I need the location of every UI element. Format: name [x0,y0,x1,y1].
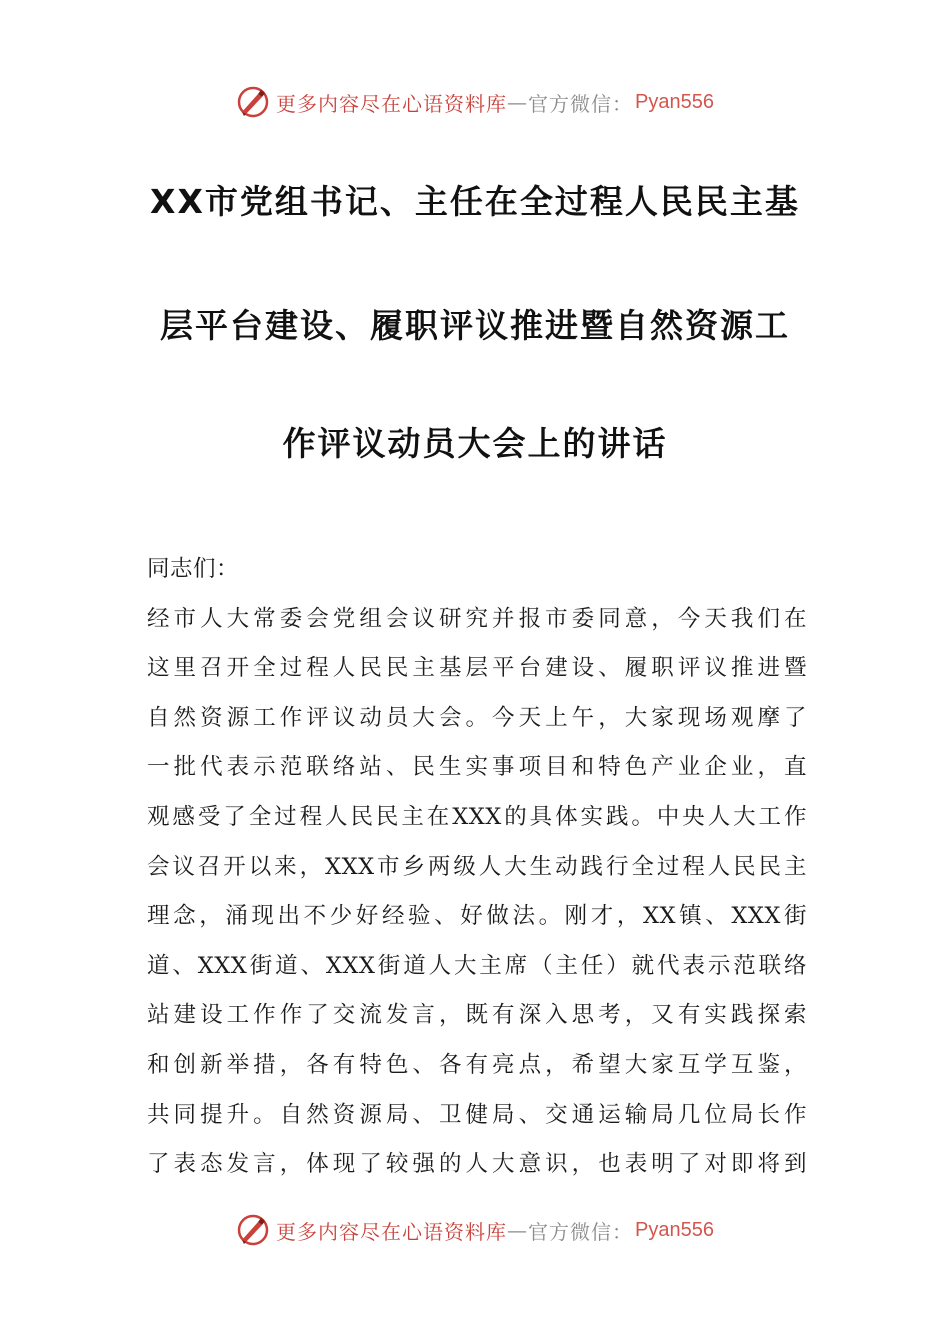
banner-separator: — [507,90,529,114]
body-line: 观感受了全过程人民民主在XXX的具体实践。中央人大工作 [147,803,807,830]
speech-body [147,545,807,1190]
body-line: 理念，涌现出不少好经验、好做法。刚才，XX镇、XXX街 [147,903,807,930]
document-title-line-3: 作评议动员大会上的讲话 [282,424,668,463]
banner-wechat-id: Pyan556 [635,1218,714,1241]
pen-logo-icon [236,85,270,119]
banner-site-text: 更多内容尽在心语资料库 [276,1219,508,1244]
banner-wechat-label: 官方微信： [528,91,634,116]
document-title-line-1: XX市党组书记、主任在全过程人民民主基 [150,182,800,221]
body-line: 一批代表示范联络站、民生实事项目和特色产业企业，直 [147,754,807,781]
body-line: 站建设工作作了交流发言，既有深入思考，又有实践探索 [147,1002,807,1029]
body-line: 道、XXX街道、XXX街道人大主席（主任）就代表示范联络 [147,952,807,979]
body-line: 会议召开以来，XXX市乡两级人大生动践行全过程人民民主 [147,853,807,880]
body-line: 共同提升。自然资源局、卫健局、交通运输局几位局长作 [147,1101,807,1128]
banner-site-text: 更多内容尽在心语资料库 [276,91,508,116]
pen-logo-icon [236,1213,270,1247]
banner-wechat-id: Pyan556 [635,90,714,113]
body-line: 了表态发言，体现了较强的人大意识，也表明了对即将到 [147,1151,807,1178]
salutation: 同志们： [147,556,240,582]
body-line: 和创新举措，各有特色、各有亮点，希望大家互学互鉴， [147,1051,807,1078]
body-line: 经市人大常委会党组会议研究并报市委同意，今天我们在 [147,605,807,632]
body-line: 自然资源工作评议动员大会。今天上午，大家现场观摩了 [147,704,807,731]
banner-wechat-label: 官方微信： [528,1219,634,1244]
document-title-line-2: 层平台建设、履职评议推进暨自然资源工 [160,306,790,345]
footer-banner [0,1210,950,1250]
banner-separator: — [507,1218,529,1242]
body-line: 这里召开全过程人民民主基层平台建设、履职评议推进暨 [147,655,807,682]
header-banner [0,82,950,122]
